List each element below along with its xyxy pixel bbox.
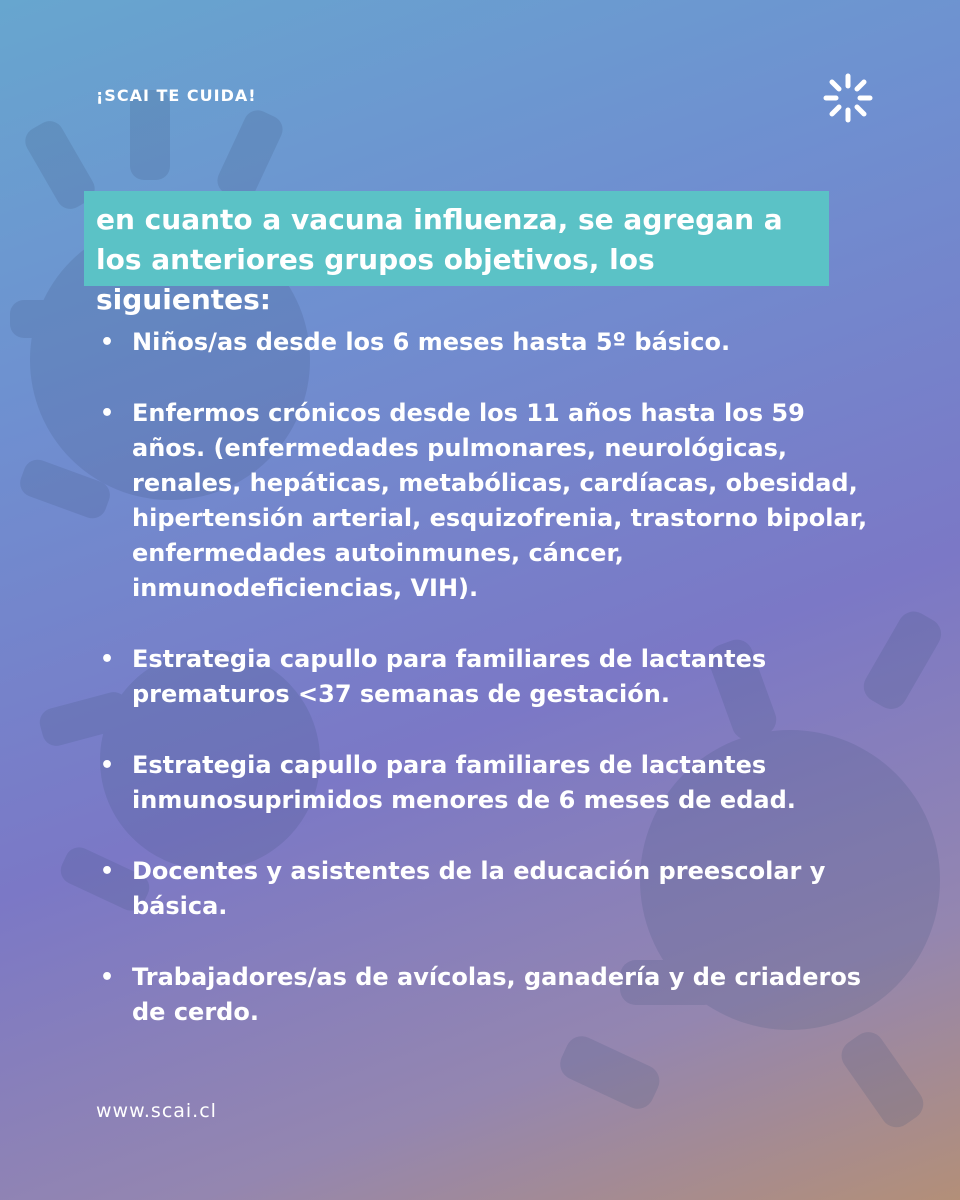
list-item-text: Niños/as desde los 6 meses hasta 5º básico. xyxy=(132,328,731,356)
bullet-icon: • xyxy=(100,330,115,355)
list-item xyxy=(100,960,880,1030)
target-groups-list xyxy=(100,325,880,1066)
scai-burst-icon xyxy=(822,72,874,124)
list-item-text: Trabajadores/as de avícolas, ganadería y de criaderos de cerdo. xyxy=(132,963,862,1026)
bullet-icon: • xyxy=(100,401,115,426)
bullet-icon: • xyxy=(100,859,115,884)
list-item-text: Estrategia capullo para familiares de lactantes inmunosuprimidos menores de 6 meses de edad. xyxy=(132,751,796,814)
bullet-icon: • xyxy=(100,647,115,672)
list-item xyxy=(100,748,880,818)
bullet-icon: • xyxy=(100,965,115,990)
list-item-text: Docentes y asistentes de la educación preescolar y básica. xyxy=(132,857,826,920)
bullet-icon: • xyxy=(100,753,115,778)
list-item xyxy=(100,854,880,924)
list-item xyxy=(100,642,880,712)
list-item-text: Estrategia capullo para familiares de lactantes prematuros <37 semanas de gestación. xyxy=(132,645,767,708)
list-item-text: Enfermos crónicos desde los 11 años hasta los 59 años. (enfermedades pulmonares, neurológicas, renales, hepáticas, metabólicas, cardíacas, obesidad, hipertensión arterial, esquizofrenia, trastorno bipolar, enfermedades autoinmunes, cáncer, inmunodeficiencias, VIH). xyxy=(132,399,868,602)
headline-text: en cuanto a vacuna influenza, se agregan a los anteriores grupos objetivos, los siguientes: xyxy=(96,203,783,316)
list-item xyxy=(100,325,880,360)
brand-tagline: ¡SCAI TE CUIDA! xyxy=(96,86,257,105)
list-item xyxy=(100,396,880,606)
website-link[interactable]: www.scai.cl xyxy=(96,1100,217,1122)
